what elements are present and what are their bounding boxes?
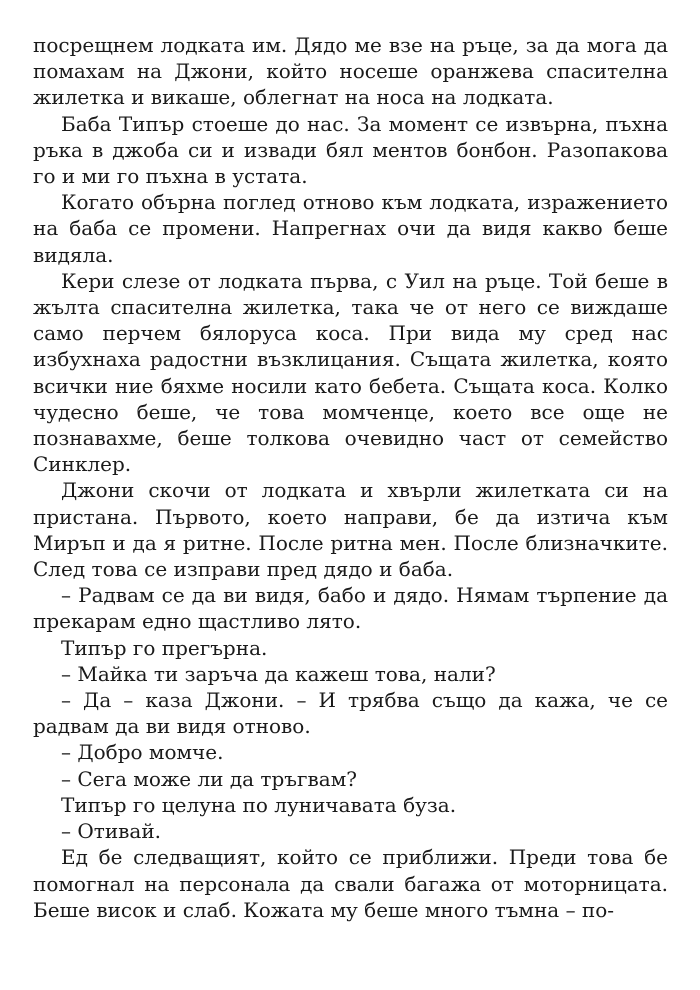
paragraph-9: – Да – каза Джони. – И трябва също да кажа, че се радвам да ви видя отново.	[33, 688, 668, 739]
paragraph-8: – Майка ти заръча да кажеш това, нали?	[61, 661, 496, 686]
book-page	[33, 32, 668, 923]
paragraph-3: Когато обърна поглед отново към лодката, изражението на баба се промени. Напрегнах очи да видя какво беше видяла.	[33, 190, 668, 267]
paragraph-5: Джони скочи от лодката и хвърли жилетката си на пристана. Първото, което направи, бе да изтича към Миръп и да я ритне. После ритна мен. После близначките. След това се изправи пред дядо и баба.	[33, 478, 668, 582]
paragraph-6: – Радвам се да ви видя, бабо и дядо. Нямам търпение да прекарам едно щастливо лято.	[33, 583, 668, 634]
paragraph-1: посрещнем лодката им. Дядо ме взе на ръце, за да мога да помахам на Джони, който носеше оранжева спасителна жилетка и викаше, облегнат на носа на лодката.	[33, 33, 668, 110]
paragraph-7: Типър го прегърна.	[61, 635, 268, 660]
paragraph-2: Баба Типър стоеше до нас. За момент се извърна, пъхна ръка в джоба си и извади бял ментов бонбон. Разопакова го и ми го пъхна в устата.	[33, 111, 668, 189]
paragraph-14: Ед бе следващият, който се приближи. Преди това бе помогнал на персонала да свали багажа от моторницата. Беше висок и слаб. Кожата му беше много тъмна – по-	[33, 845, 668, 922]
paragraph-10: – Добро момче.	[61, 740, 224, 765]
paragraph-13: – Отивай.	[61, 819, 162, 844]
paragraph-12: Типър го целуна по луничавата буза.	[61, 792, 457, 817]
paragraph-4: Кери слезе от лодката първа, с Уил на ръце. Той беше в жълта спасителна жилетка, така че от него се виждаше само перчем бялоруса коса. При вида му сред нас избухнаха радостни възклицания. Същата жилетка, която всички ние бяхме носили като бебета. Същата коса. Колко чудесно беше, че това момченце, което все още не познавахме, беше толкова очевидно част от семейство Синклер.	[33, 268, 668, 477]
paragraph-11: – Сега може ли да тръгвам?	[61, 766, 357, 791]
